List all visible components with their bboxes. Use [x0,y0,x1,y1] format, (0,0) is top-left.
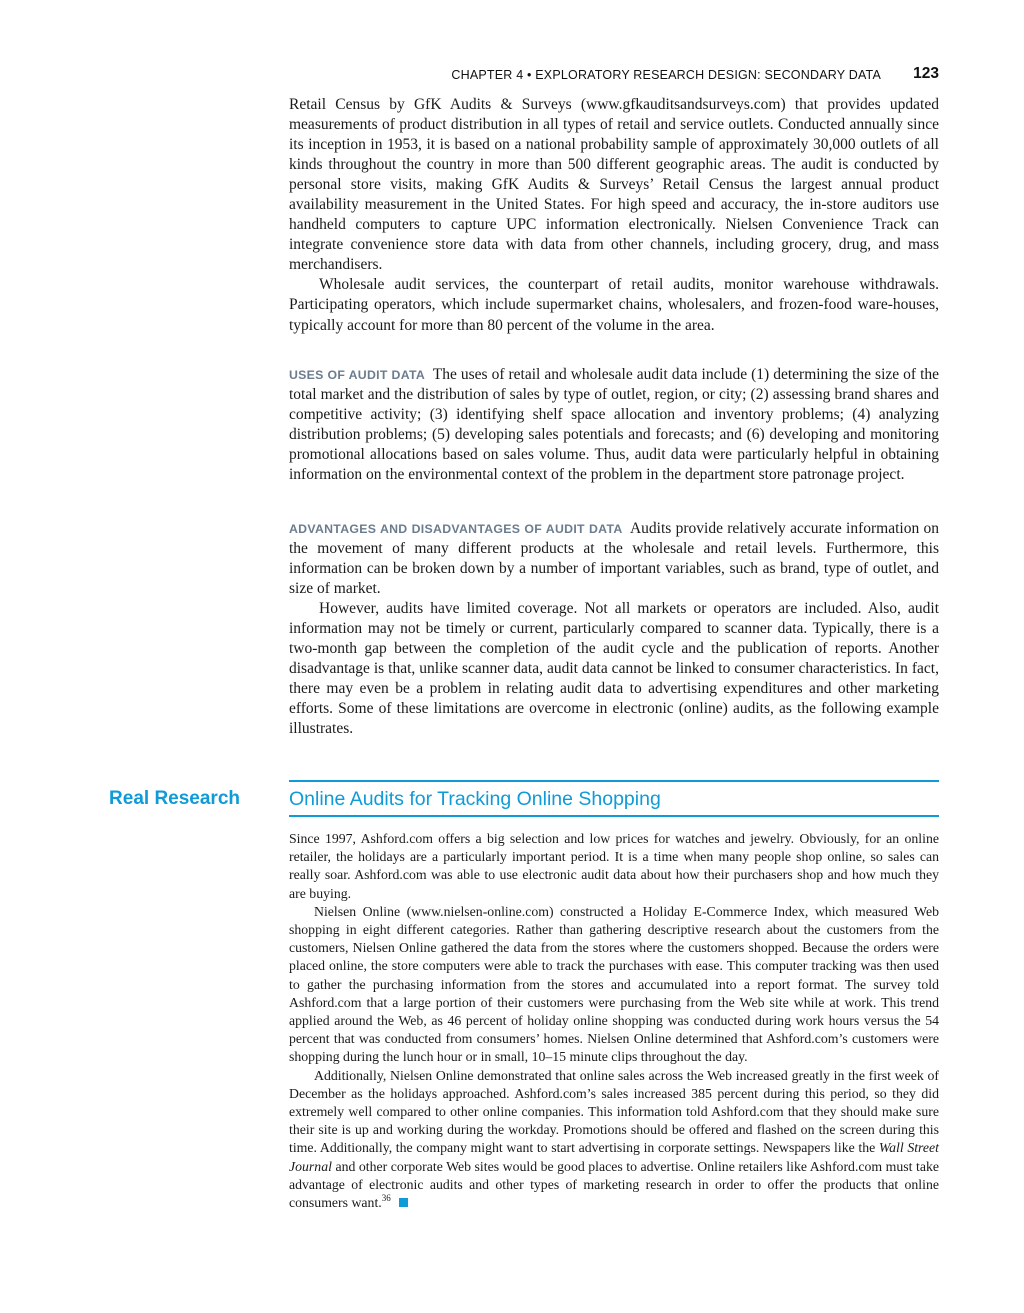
section-uses-of-audit-data [289,365,939,485]
page-number: 123 [913,65,939,82]
main-text-upper [289,95,939,336]
runin-heading-advantages: ADVANTAGES AND DISADVANTAGES OF AUDIT DATA [289,522,623,536]
end-of-box-marker-icon [399,1198,408,1207]
box-top-rule [289,780,939,782]
uses-text: The uses of retail and wholesale audit data include (1) determining the size of the total market and the distribution of sales by type of outlet, region, or city; (2) assessing brand shares and competitive activity; (3) identifying shelf space allocation and inventory problems; (4) analyzing distribution problems; (5) developing sales potentials and forecasts; and (6) developing and monitoring promotional allocations based on sales volume. Thus, audit data were particularly helpful in obtaining information on the environmental context of the problem in the department store patronage project. [289,366,939,484]
paragraph-however: However, audits have limited coverage. Not all markets or operators are included. Also, audit information may not be timely or current, particularly compared to scanner data. Typically, there is a two-month gap between the completion of the audit cycle and the publication of reports. Another disadvantage is that, unlike scanner data, audit data cannot be linked to consumer characteristics. In fact, there may even be a problem in relating audit data to advertising expenditures and other marketing efforts. Some of these limitations are overcome in electronic (online) audits, as the following example illustrates. [289,600,939,738]
section-advantages-disadvantages [289,519,939,740]
chapter-title: CHAPTER 4 • EXPLORATORY RESEARCH DESIGN: SECONDARY DATA [451,68,881,82]
box-paragraph-3-start: Additionally, Nielsen Online demonstrated that online sales across the Web increased greatly in the first week of December as the holidays approached. Ashford.com’s sales increased 385 percent during this period, so they did extremely well compared to other online companies. This information told Ashford.com that they should make sure their site is up and working during the workday. Promotions should be offered and flashed on the screen during this time. Additionally, the company might want to start advertising in corporate settings. Newspapers like the [289,1067,939,1156]
box-paragraph-2: Nielsen Online (www.nielsen-online.com) constructed a Holiday E-Commerce Index, which measured Web shopping in eight different categories. Rather than gathering descriptive research about the customers from the customers, Nielsen Online gathered the data from the stores where the customers shopped. Because the orders were placed online, the store computers were able to track the purchases with ease. This computer tracking was then used to gather the purchasing information from the stores and accumulated into a report format. The survey told Ashford.com that a large portion of their customers were purchasing from the Web site while at work. This trend applied around the Web, as 46 percent of holiday online shopping was conducted during work hours versus the 54 percent that was conducted from consumers’ homes. Nielsen Online determined that Ashford.com’s customers were shopping during the lunch hour or in small, 10–15 minute clips throughout the day. [289,903,939,1065]
advantages-text: Audits provide relatively accurate information on the movement of many different products at the wholesale and retail levels. Furthermore, this information can be broken down by a number of important variables, such as brand, type of outlet, and size of market. [289,520,939,598]
box-paragraph-1: Since 1997, Ashford.com offers a big selection and low prices for watches and jewelry. Obviously, for an online retailer, the holidays are a particularly important period. It is a time when many people shop online, so sales can really soar. Ashford.com was able to use electronic audit data about how their purchasers shop and how much they are buying. [289,831,939,901]
publication-title: Wall Street Journal [289,1140,939,1174]
box-title: Online Audits for Tracking Online Shopping [289,788,661,810]
box-paragraph-3-end: and other corporate Web sites would be good places to advertise. Online retailers like Ashford.com must take advantage of electronic audits and other types of marketing research in order to offer the products that online consumers want. [289,1158,939,1211]
paragraph-uses [289,365,939,485]
runin-heading-uses: USES OF AUDIT DATA [289,368,426,382]
paragraph-advantages [289,519,939,599]
box-title-rule [289,815,939,817]
box-paragraph-3 [289,1067,939,1213]
paragraph-wholesale-audit: Wholesale audit services, the counterpart of retail audits, monitor warehouse withdrawals. Participating operators, which include supermarket chains, wholesalers, and frozen-food ware-houses, typically account for more than 80 percent of the volume in the area. [289,276,939,334]
real-research-box-text [289,830,939,1212]
real-research-label: Real Research [109,788,240,809]
running-header [289,65,939,87]
paragraph-retail-census: Retail Census by GfK Audits & Surveys (www.gfkauditsandsurveys.com) that provides updated measurements of product distribution in all types of retail and service outlets. Conducted annually since its inception in 1953, it is based on a national probability sample of approximately 30,000 outlets of all kinds throughout the country in more than 500 different geographic areas. The audit is conducted by personal store visits, making GfK Audits & Surveys’ Retail Census the largest annual product availability measurement in the United States. For high speed and accuracy, the in-store auditors use handheld computers to capture UPC information electronically. Nielsen Convenience Track can integrate convenience store data with data from other channels, including grocery, drug, and mass merchandisers. [289,96,939,274]
footnote-reference: 36 [381,1193,391,1204]
